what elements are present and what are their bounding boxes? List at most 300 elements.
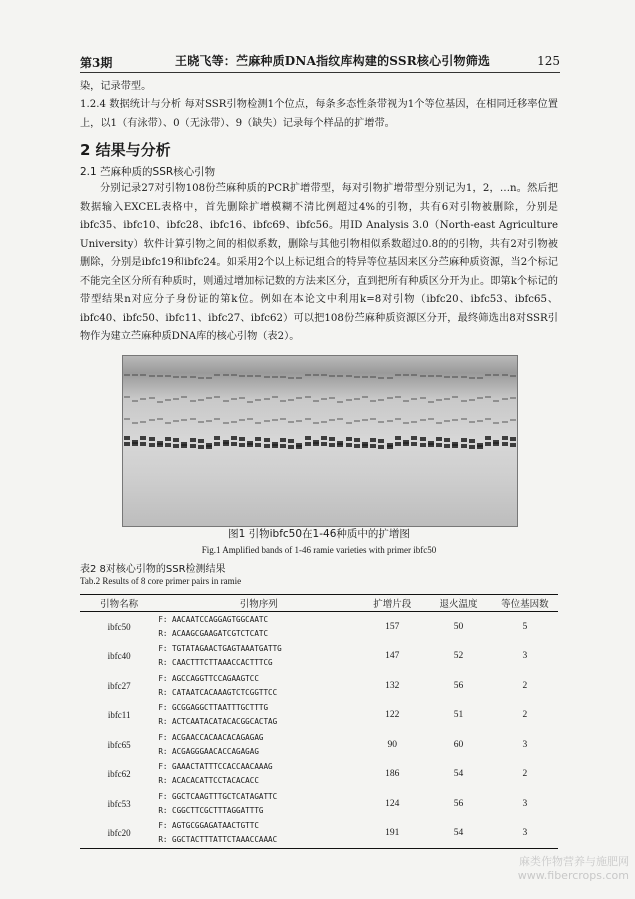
gel-band — [313, 422, 319, 424]
gel-lane — [477, 356, 483, 526]
primer-name: ibfc62 — [107, 769, 131, 780]
fragment-size: 186 — [385, 769, 400, 780]
gel-band — [329, 437, 335, 441]
gel-band — [313, 374, 319, 376]
gel-band — [149, 375, 155, 377]
gel-lane — [264, 356, 270, 526]
gel-band — [313, 400, 319, 402]
gel-band — [477, 377, 483, 379]
gel-lane — [378, 356, 384, 526]
table-row — [80, 671, 558, 701]
gel-band — [255, 422, 261, 424]
gel-lane — [411, 356, 417, 526]
gel-band — [420, 419, 426, 421]
watermark-line-2: www.fibercrops.com — [517, 869, 629, 882]
gel-band — [337, 375, 343, 377]
primer-name: ibfc20 — [80, 819, 158, 849]
gel-band — [469, 377, 475, 379]
gel-band — [444, 376, 450, 378]
gel-band — [214, 374, 220, 376]
gel-band — [461, 376, 467, 378]
gel-band — [461, 400, 467, 402]
gel-band — [124, 436, 130, 440]
gel-band — [140, 398, 146, 400]
gel-band — [469, 421, 475, 423]
annealing-temp: 54 — [425, 819, 491, 849]
gel-band — [198, 445, 204, 449]
gel-band — [395, 396, 401, 398]
gel-band — [231, 436, 237, 440]
gel-band — [255, 443, 261, 447]
gel-band — [157, 418, 163, 420]
gel-band — [329, 397, 335, 399]
gel-lane — [132, 356, 138, 526]
gel-band — [165, 443, 171, 447]
gel-band — [452, 419, 458, 421]
gel-band — [321, 436, 327, 440]
primer-sequence — [158, 701, 359, 731]
page-number: 125 — [537, 54, 560, 68]
gel-band — [157, 401, 163, 403]
gel-band — [493, 422, 499, 424]
gel-band — [247, 418, 253, 420]
gel-band — [181, 444, 187, 448]
gel-band — [173, 420, 179, 422]
gel-band — [165, 422, 171, 424]
annealing-temp: 54 — [453, 769, 464, 780]
gel-band — [190, 400, 196, 402]
gel-lane — [395, 356, 401, 526]
fragment-size: 191 — [359, 819, 425, 849]
gel-band — [239, 443, 245, 447]
col-header-primer-name: 引物名称 — [80, 595, 158, 612]
reverse-primer: R: CATAATCACAAAGTCTCGGTTCC — [158, 687, 278, 697]
paragraph-2-1: 分别记录27对引物108份苎麻种质的PCR扩增带型，每对引物扩增带型分别记为1，2，…n。然后把数据输入EXCEL表格中，首先删除扩增模糊不清比例超过4%的引物，共有6对引物被删除，分别是ibfc35、ibfc10、ibfc28、ibfc16、ibfc69、ibfc56。用ID Analysis 3.0（North-east Agriculture University）软件计算引物之间的相似系数，删除与其他引物相似系数超过0.8的的引物，共有2对引物被删除，分别是ibfc19和ibfc24。如采用2个以上标记组合的特异等位基因来区分苎麻种质资源，当2个标记不能完全区分所有种质时，则通过增加标记数的方法来区分，直到把所有种质区分开为止。即第k个标记的带型结果n对应分子身份证的第k位。例如在本论文中利用k=8对引物（ibfc20、ibfc53、ibfc65、ibfc40、ibfc50、ibfc11、ibfc27、ibfc62）可以把108份苎麻种质资源区分开，最终筛选出8对SSR引物作为建立苎麻种质DNA库的核心引物（表2）。 — [80, 183, 558, 342]
gel-band — [411, 398, 417, 400]
gel-band — [420, 443, 426, 447]
gel-band — [173, 438, 179, 442]
gel-band — [190, 418, 196, 420]
gel-band — [190, 438, 196, 442]
gel-band — [173, 444, 179, 448]
gel-band — [477, 397, 483, 399]
gel-band — [255, 437, 261, 441]
gel-band — [428, 375, 434, 377]
gel-band — [149, 397, 155, 399]
gel-band — [346, 399, 352, 401]
gel-band — [214, 396, 220, 398]
gel-band — [198, 439, 204, 443]
primer-sequence — [158, 671, 359, 701]
annealing-temp: 50 — [453, 621, 464, 632]
gel-lane — [157, 356, 163, 526]
gel-lane — [329, 356, 335, 526]
gel-band — [477, 445, 483, 449]
gel-band — [264, 376, 270, 378]
gel-lane — [247, 356, 253, 526]
running-title: 王晓飞等：苎麻种质DNA指纹库构建的SSR核心引物筛选 — [175, 54, 491, 68]
gel-band — [272, 419, 278, 421]
forward-primer: F: ACGAACCACAACACAGAGAG — [158, 732, 264, 742]
gel-band — [181, 419, 187, 421]
gel-band — [132, 400, 138, 402]
gel-band — [280, 438, 286, 442]
gel-band — [272, 396, 278, 398]
gel-band — [305, 436, 311, 440]
gel-band — [452, 376, 458, 378]
table-row — [80, 701, 558, 731]
gel-lane — [387, 356, 393, 526]
gel-band — [452, 444, 458, 448]
gel-lane — [190, 356, 196, 526]
gel-band — [502, 421, 508, 423]
gel-lane — [321, 356, 327, 526]
gel-band — [239, 375, 245, 377]
gel-band — [485, 418, 491, 420]
gel-band — [124, 374, 130, 376]
gel-band — [140, 442, 146, 446]
col-header-fragment: 扩增片段 — [359, 595, 425, 612]
gel-band — [378, 399, 384, 401]
gel-band — [370, 444, 376, 448]
gel-band — [485, 442, 491, 446]
gel-band — [124, 418, 130, 420]
paragraph-1-2-4: 1.2.4 数据统计与分析 每对SSR引物检测1个位点，每条多态性条带视为1个等位基因，在相同迁移率位置上，以1（有泳带）、0（无泳带）、9（缺失）记录每个样品的扩增带。 — [80, 99, 558, 129]
primer-name: ibfc27 — [107, 680, 131, 691]
reverse-primer: R: ACACACATTCCTACACACC — [158, 776, 259, 786]
gel-band — [469, 439, 475, 443]
gel-lane — [173, 356, 179, 526]
gel-band — [239, 419, 245, 421]
gel-band — [378, 445, 384, 449]
fragment-size: 147 — [385, 651, 400, 662]
gel-band — [296, 445, 302, 449]
section-2-1-heading: 2.1 苎麻种质的SSR核心引物 — [80, 166, 216, 178]
allele-count: 3 — [492, 819, 558, 849]
primer-name: ibfc11 — [107, 710, 131, 721]
reverse-primer: R: CGGCTTCGCTTTAGGATTTG — [158, 805, 264, 815]
gel-band — [428, 418, 434, 420]
gel-band — [428, 443, 434, 447]
gel-band — [411, 436, 417, 440]
gel-band — [264, 444, 270, 448]
gel-band — [157, 443, 163, 447]
gel-band — [510, 397, 516, 399]
gel-band — [305, 418, 311, 420]
gel-band — [190, 376, 196, 378]
gel-band — [280, 418, 286, 420]
table-row — [80, 760, 558, 790]
gel-lane — [428, 356, 434, 526]
gel-band — [510, 443, 516, 447]
gel-band — [346, 443, 352, 447]
gel-band — [231, 398, 237, 400]
gel-band — [510, 375, 516, 377]
gel-lane — [124, 356, 130, 526]
gel-band — [354, 398, 360, 400]
gel-band — [272, 376, 278, 378]
primer-sequence — [158, 760, 359, 790]
gel-band — [206, 377, 212, 379]
gel-band — [231, 421, 237, 423]
gel-band — [165, 399, 171, 401]
gel-band — [206, 445, 212, 449]
gel-band — [370, 418, 376, 420]
gel-band — [428, 401, 434, 403]
gel-band — [223, 422, 229, 424]
gel-lane — [214, 356, 220, 526]
gel-band — [337, 401, 343, 403]
gel-band — [411, 421, 417, 423]
gel-lane — [444, 356, 450, 526]
reverse-primer: R: CAACTTTCTTAAACCACTTTCG — [158, 658, 273, 668]
gel-band — [403, 442, 409, 446]
gel-band — [395, 374, 401, 376]
gel-band — [140, 421, 146, 423]
annealing-temp: 56 — [453, 680, 464, 691]
gel-band — [206, 420, 212, 422]
table-row — [80, 642, 558, 672]
gel-band — [395, 436, 401, 440]
gel-band — [223, 374, 229, 376]
gel-band — [444, 444, 450, 448]
gel-band — [354, 420, 360, 422]
gel-band — [157, 375, 163, 377]
gel-band — [444, 420, 450, 422]
gel-lane — [403, 356, 409, 526]
gel-band — [305, 442, 311, 446]
gel-lane — [313, 356, 319, 526]
annealing-temp: 51 — [453, 710, 464, 721]
gel-band — [395, 442, 401, 446]
gel-band — [420, 437, 426, 441]
gel-band — [411, 442, 417, 446]
section-2-heading: 2 结果与分析 — [80, 141, 171, 159]
gel-band — [493, 374, 499, 376]
figure-caption-en: Fig.1 Amplified bands of 1-46 ramie varieties with primer ibfc50 — [201, 545, 437, 555]
forward-primer: F: TGTATAGAACTGAGTAAATGATTG — [158, 644, 282, 654]
gel-lane — [305, 356, 311, 526]
issue-number: 第3期 — [80, 56, 113, 70]
gel-band — [362, 419, 368, 421]
forward-primer: F: GCGGAGGCTTAATTTGCTTTG — [158, 703, 269, 713]
gel-band — [223, 400, 229, 402]
gel-band — [436, 443, 442, 447]
gel-band — [420, 397, 426, 399]
gel-lane — [206, 356, 212, 526]
annealing-temp: 52 — [453, 651, 464, 662]
gel-band — [502, 374, 508, 376]
gel-band — [214, 418, 220, 420]
gel-band — [165, 375, 171, 377]
gel-lane — [485, 356, 491, 526]
col-header-sequence: 引物序列 — [158, 595, 359, 612]
gel-lane — [436, 356, 442, 526]
primer-sequence — [158, 612, 359, 642]
table-header-row — [80, 595, 558, 612]
gel-band — [461, 418, 467, 420]
gel-band — [461, 444, 467, 448]
gel-lane — [469, 356, 475, 526]
gel-band — [436, 437, 442, 441]
gel-band — [296, 397, 302, 399]
stain-line: 染，记录带型。 — [80, 81, 152, 92]
gel-band — [346, 375, 352, 377]
gel-band — [378, 421, 384, 423]
primer-sequence — [158, 642, 359, 672]
forward-primer: F: AGCCAGGTTCCAGAAGTCC — [158, 673, 259, 683]
gel-band — [149, 437, 155, 441]
gel-band — [354, 376, 360, 378]
gel-band — [247, 375, 253, 377]
gel-band — [329, 419, 335, 421]
gel-band — [255, 399, 261, 401]
gel-band — [485, 436, 491, 440]
gel-band — [469, 445, 475, 449]
gel-lane — [346, 356, 352, 526]
gel-band — [255, 375, 261, 377]
gel-band — [247, 401, 253, 403]
gel-band — [288, 377, 294, 379]
watermark-line-1: 麻类作物营养与施肥网 — [519, 855, 629, 868]
allele-count: 5 — [522, 621, 528, 632]
gel-lane — [296, 356, 302, 526]
gel-band — [329, 443, 335, 447]
allele-count: 2 — [522, 680, 528, 691]
gel-band — [231, 442, 237, 446]
gel-band — [436, 399, 442, 401]
allele-count: 3 — [522, 651, 528, 662]
allele-count: 2 — [522, 769, 528, 780]
gel-lane — [239, 356, 245, 526]
gel-band — [173, 398, 179, 400]
forward-primer: F: GGCTCAAGTTTGCTCATAGATTC — [158, 791, 278, 801]
gel-band — [362, 444, 368, 448]
gel-band — [403, 400, 409, 402]
gel-band — [305, 396, 311, 398]
reverse-primer: R: ACGAGGGAACACCAGAGAG — [158, 746, 259, 756]
page-header — [80, 40, 560, 76]
reverse-primer: R: ACTCAATACATACACGGCACTAG — [158, 717, 278, 727]
gel-lane — [231, 356, 237, 526]
gel-band — [296, 377, 302, 379]
gel-band — [378, 439, 384, 443]
allele-count: 2 — [522, 710, 528, 721]
gel-band — [198, 421, 204, 423]
table-row — [80, 730, 558, 760]
gel-band — [395, 418, 401, 420]
gel-band — [321, 421, 327, 423]
gel-band — [140, 436, 146, 440]
gel-band — [477, 420, 483, 422]
gel-band — [239, 437, 245, 441]
gel-band — [132, 374, 138, 376]
watermark — [518, 855, 629, 883]
gel-band — [264, 398, 270, 400]
gel-band — [502, 442, 508, 446]
gel-band — [362, 376, 368, 378]
gel-band — [510, 437, 516, 441]
primer-sequence — [158, 789, 359, 819]
gel-band — [132, 442, 138, 446]
gel-band — [387, 445, 393, 449]
gel-band — [485, 396, 491, 398]
gel-band — [370, 400, 376, 402]
gel-band — [502, 436, 508, 440]
gel-band — [231, 374, 237, 376]
gel-band — [329, 375, 335, 377]
gel-lane — [510, 356, 516, 526]
col-header-annealing-temp: 退火温度 — [425, 595, 491, 612]
fragment-size: 122 — [385, 710, 400, 721]
gel-band — [370, 438, 376, 442]
gel-band — [288, 421, 294, 423]
table-row — [80, 819, 558, 849]
gel-band — [198, 399, 204, 401]
reverse-primer: R: GGCTACTTTATTCTAAACCAAAC — [158, 835, 278, 845]
gel-band — [181, 396, 187, 398]
gel-lane — [502, 356, 508, 526]
gel-lane — [149, 356, 155, 526]
gel-band — [370, 376, 376, 378]
gel-band — [149, 443, 155, 447]
gel-lane — [280, 356, 286, 526]
gel-lane — [165, 356, 171, 526]
gel-band — [387, 420, 393, 422]
gel-band — [337, 443, 343, 447]
gel-band — [362, 396, 368, 398]
gel-band — [173, 376, 179, 378]
forward-primer: F: AACAATCCAGGAGTGGCAATC — [158, 614, 269, 624]
forward-primer: F: AGTGCGGAGATAACTGTTC — [158, 821, 259, 831]
gel-band — [493, 442, 499, 446]
gel-band — [444, 398, 450, 400]
gel-band — [444, 438, 450, 442]
fragment-size: 132 — [385, 680, 400, 691]
gel-band — [124, 442, 130, 446]
gel-lane — [420, 356, 426, 526]
gel-band — [272, 444, 278, 448]
gel-lane — [452, 356, 458, 526]
forward-primer: F: GAAACTATTTCCACCAACAAAG — [158, 762, 273, 772]
gel-band — [280, 400, 286, 402]
primer-name: ibfc53 — [107, 798, 131, 809]
table-row — [80, 789, 558, 819]
gel-band — [452, 396, 458, 398]
gel-band — [510, 419, 516, 421]
gel-band — [288, 445, 294, 449]
gel-image — [122, 355, 518, 527]
gel-lane — [370, 356, 376, 526]
gel-lane — [354, 356, 360, 526]
gel-band — [354, 438, 360, 442]
gel-band — [420, 375, 426, 377]
gel-band — [313, 442, 319, 446]
gel-band — [378, 377, 384, 379]
primer-table — [80, 594, 558, 849]
gel-band — [485, 374, 491, 376]
gel-band — [264, 438, 270, 442]
table-caption-cn: 表2 8对核心引物的SSR检测结果 — [80, 564, 226, 575]
annealing-temp: 60 — [453, 739, 464, 750]
fragment-size: 90 — [387, 739, 398, 750]
gel-band — [436, 422, 442, 424]
gel-band — [198, 377, 204, 379]
table-row — [80, 612, 558, 642]
gel-lane — [337, 356, 343, 526]
gel-band — [296, 420, 302, 422]
gel-band — [214, 442, 220, 446]
